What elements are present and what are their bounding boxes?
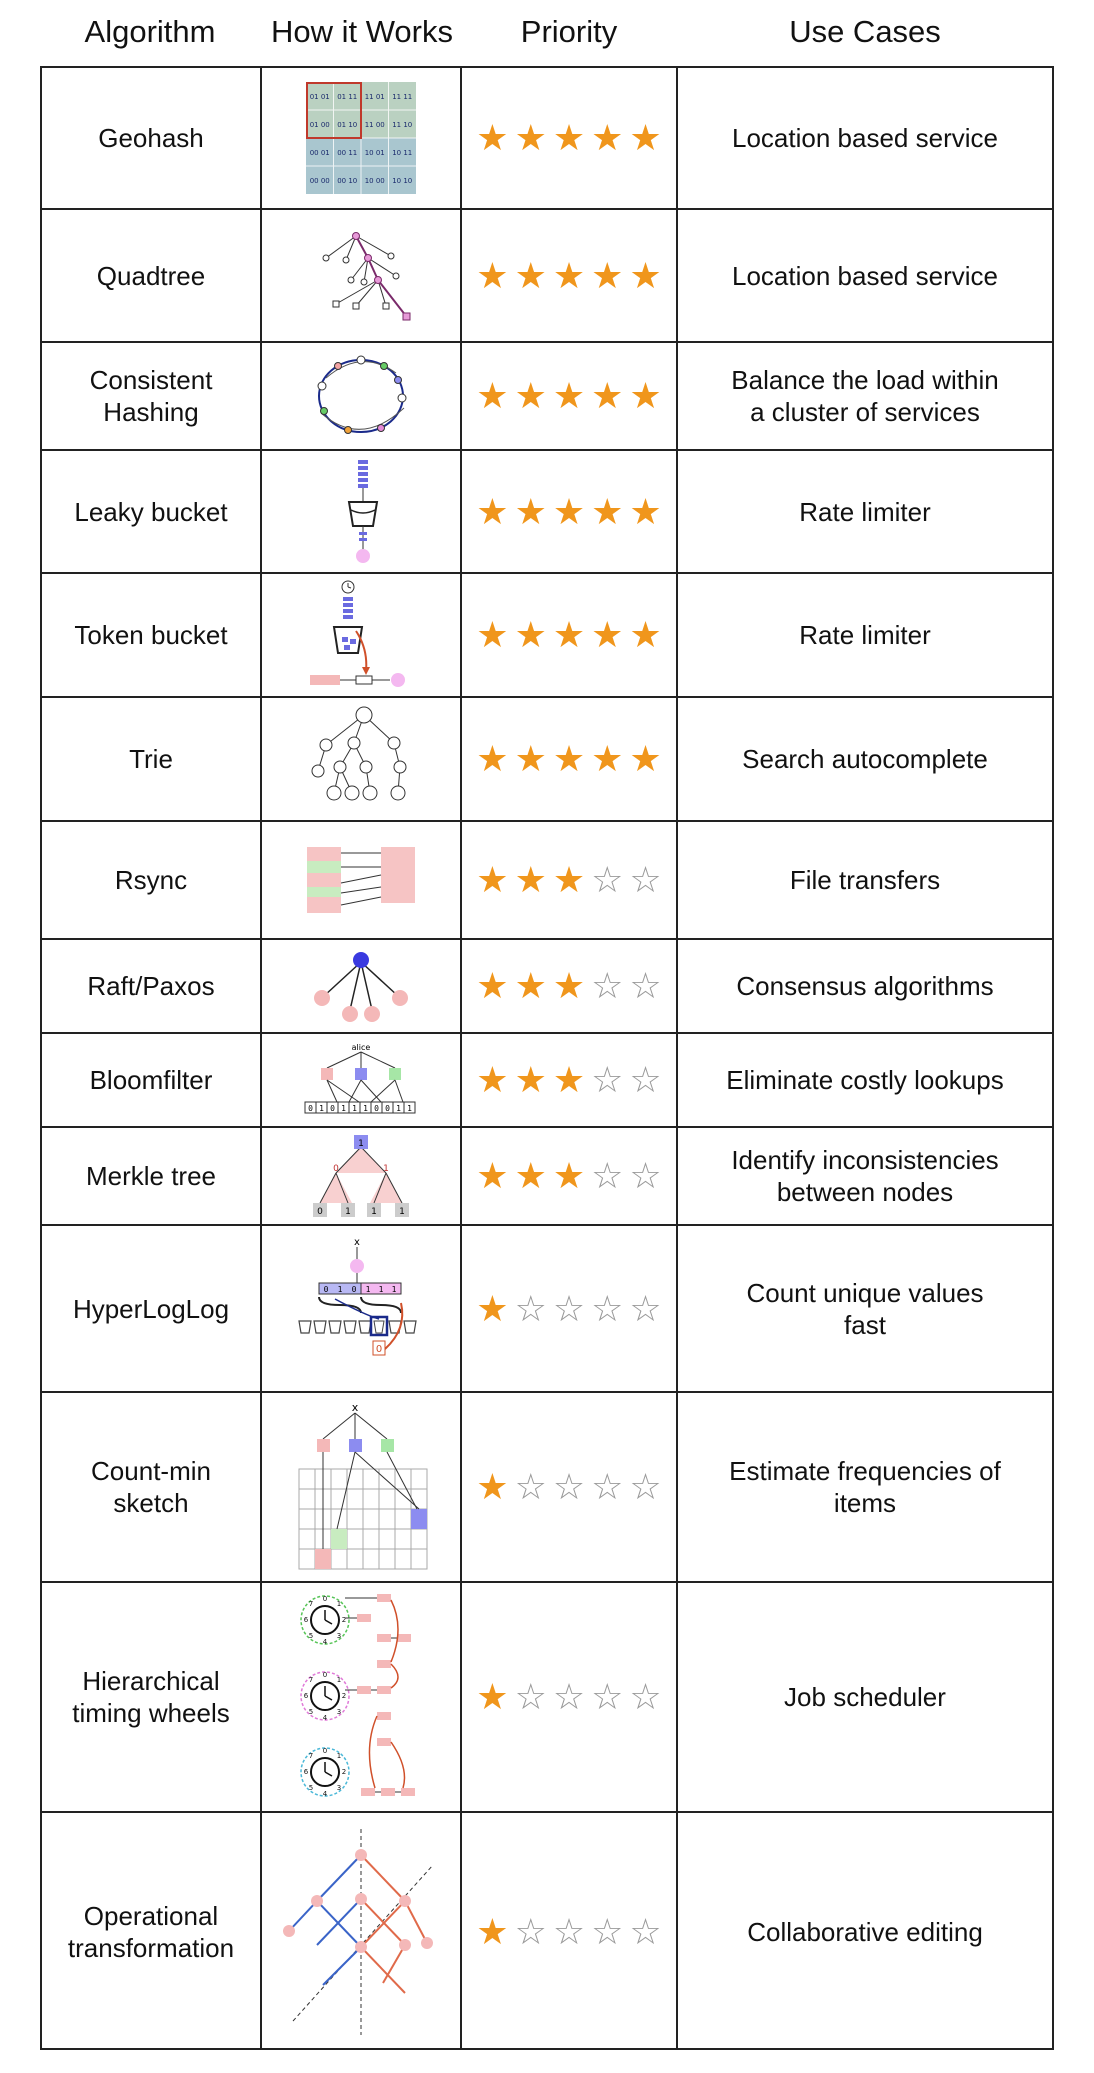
algorithm-name: Count-min sketch: [42, 1393, 262, 1581]
use-case: Estimate frequencies of items: [729, 1456, 1001, 1518]
svg-text:1: 1: [399, 1207, 405, 1217]
svg-text:0: 0: [308, 1104, 313, 1113]
priority-stars: [462, 68, 678, 208]
header-how-it-works: How it Works: [270, 14, 453, 49]
svg-text:11 00: 11 00: [364, 121, 385, 129]
svg-text:11 10: 11 10: [392, 121, 413, 129]
svg-text:7: 7: [308, 1600, 314, 1608]
star-empty-icon: ☆: [629, 1676, 662, 1717]
star-filled-icon: ★: [476, 738, 509, 779]
svg-text:4: 4: [322, 1790, 328, 1798]
star-filled-icon: ★: [591, 614, 624, 655]
star-empty-icon: ☆: [552, 1910, 586, 1952]
star-empty-icon: ☆: [591, 859, 624, 900]
table-row: [42, 940, 1052, 1034]
svg-text:01 00: 01 00: [309, 121, 330, 129]
svg-text:01 01: 01 01: [309, 93, 330, 101]
star-filled-icon: ★: [476, 490, 509, 532]
algorithm-name: Token bucket: [42, 574, 262, 696]
svg-text:1: 1: [363, 1104, 368, 1113]
table-row: [42, 698, 1052, 822]
star-empty-icon: ☆: [591, 1466, 624, 1507]
use-case: File transfers: [789, 865, 941, 895]
svg-text:2: 2: [341, 1616, 347, 1624]
priority-stars: [462, 343, 678, 449]
priority-stars: [462, 451, 678, 572]
svg-text:0: 0: [333, 1164, 339, 1174]
use-case: Count unique values fast: [746, 1277, 984, 1340]
table-header: [0, 0, 1094, 66]
bloomfilter-icon: [262, 1034, 462, 1126]
svg-text:3: 3: [336, 1632, 342, 1640]
svg-text:6: 6: [303, 1616, 309, 1624]
priority-stars: [462, 1034, 678, 1126]
table-row: [42, 68, 1052, 210]
count-min-sketch-icon: [262, 1393, 462, 1581]
star-empty-icon: ☆: [629, 1910, 662, 1952]
merkle-tree-icon: [262, 1128, 462, 1224]
star-filled-icon: ★: [629, 254, 662, 296]
star-filled-icon: ★: [514, 614, 547, 655]
star-filled-icon: ★: [552, 1059, 586, 1100]
priority-stars: [462, 698, 678, 820]
star-empty-icon: ☆: [552, 1287, 586, 1329]
star-filled-icon: ★: [514, 1155, 547, 1196]
priority-stars: [462, 940, 678, 1032]
svg-text:0: 0: [322, 1671, 328, 1679]
star-filled-icon: ★: [591, 375, 624, 416]
star-empty-icon: ☆: [591, 1910, 624, 1952]
star-filled-icon: ★: [476, 1287, 509, 1329]
table-row: [42, 574, 1052, 698]
star-filled-icon: ★: [591, 117, 624, 158]
algorithm-name: Quadtree: [42, 210, 262, 341]
star-filled-icon: ★: [514, 254, 547, 296]
star-filled-icon: ★: [552, 1155, 586, 1196]
star-filled-icon: ★: [476, 614, 509, 655]
svg-text:0: 0: [322, 1747, 328, 1755]
svg-text:00 11: 00 11: [337, 149, 358, 157]
algorithm-name: Trie: [42, 698, 262, 820]
star-filled-icon: ★: [514, 1059, 547, 1100]
svg-text:3: 3: [336, 1708, 342, 1716]
use-case: Balance the load within a cluster of services: [731, 365, 999, 427]
svg-text:0: 0: [375, 1343, 383, 1355]
use-case: Rate limiter: [799, 620, 931, 650]
svg-text:1: 1: [336, 1676, 342, 1684]
star-filled-icon: ★: [629, 614, 662, 655]
star-filled-icon: ★: [476, 375, 509, 416]
svg-text:4: 4: [322, 1638, 328, 1646]
operational-transform-icon: [262, 1813, 462, 2050]
svg-text:11 01: 11 01: [364, 93, 385, 101]
svg-text:10 01: 10 01: [364, 149, 385, 157]
use-case: Eliminate costly lookups: [726, 1065, 1004, 1095]
algorithm-name: Leaky bucket: [42, 451, 262, 572]
svg-text:5: 5: [308, 1632, 314, 1640]
star-filled-icon: ★: [552, 254, 586, 296]
star-filled-icon: ★: [629, 490, 662, 532]
star-empty-icon: ☆: [629, 1059, 662, 1100]
use-case: Collaborative editing: [747, 1916, 983, 1947]
star-filled-icon: ★: [591, 490, 624, 532]
svg-text:0: 0: [317, 1207, 323, 1217]
star-empty-icon: ☆: [629, 1287, 662, 1329]
use-case: Location based service: [732, 260, 998, 291]
star-empty-icon: ☆: [629, 965, 662, 1006]
svg-text:1: 1: [345, 1207, 351, 1217]
algorithm-name: Bloomfilter: [42, 1034, 262, 1126]
star-filled-icon: ★: [476, 965, 509, 1006]
star-empty-icon: ☆: [514, 1676, 547, 1717]
svg-text:x: x: [351, 1401, 359, 1414]
svg-text:1: 1: [371, 1207, 377, 1217]
algorithm-name: Hierarchical timing wheels: [42, 1583, 262, 1811]
star-filled-icon: ★: [552, 859, 586, 900]
star-empty-icon: ☆: [591, 965, 624, 1006]
hyperloglog-icon: [262, 1226, 462, 1391]
algorithms-table: [40, 66, 1054, 2050]
star-filled-icon: ★: [591, 738, 624, 779]
star-filled-icon: ★: [514, 859, 547, 900]
star-empty-icon: ☆: [591, 1155, 624, 1196]
star-empty-icon: ☆: [591, 1676, 624, 1717]
svg-text:1: 1: [352, 1104, 357, 1113]
header-priority: Priority: [520, 14, 618, 49]
table-row: [42, 1034, 1052, 1128]
star-empty-icon: ☆: [514, 1466, 547, 1507]
algorithm-name: Operational transformation: [42, 1813, 262, 2050]
svg-text:00 10: 00 10: [337, 177, 358, 185]
svg-text:0: 0: [374, 1104, 379, 1113]
priority-stars: [462, 210, 678, 341]
star-filled-icon: ★: [476, 1059, 509, 1100]
star-filled-icon: ★: [629, 738, 662, 779]
svg-text:5: 5: [308, 1708, 314, 1716]
svg-text:01 10: 01 10: [337, 121, 358, 129]
svg-text:1: 1: [336, 1752, 342, 1760]
star-empty-icon: ☆: [629, 859, 662, 900]
star-filled-icon: ★: [514, 965, 547, 1006]
star-filled-icon: ★: [476, 859, 509, 900]
star-empty-icon: ☆: [552, 1676, 586, 1717]
star-filled-icon: ★: [476, 1466, 509, 1507]
svg-text:5: 5: [308, 1784, 314, 1792]
algorithm-name: Raft/Paxos: [42, 940, 262, 1032]
star-filled-icon: ★: [514, 490, 547, 532]
svg-text:6: 6: [303, 1692, 309, 1700]
star-filled-icon: ★: [514, 738, 547, 779]
leaky-bucket-icon: [262, 451, 462, 572]
use-case: Identify inconsistencies between nodes: [731, 1145, 999, 1207]
svg-text:0: 0: [330, 1104, 335, 1113]
use-case: Search autocomplete: [742, 744, 988, 774]
svg-text:1: 1: [396, 1104, 401, 1113]
star-filled-icon: ★: [552, 614, 586, 655]
svg-text:1: 1: [337, 1284, 343, 1294]
algorithm-name: Consistent Hashing: [42, 343, 262, 449]
svg-text:7: 7: [308, 1752, 314, 1760]
star-filled-icon: ★: [629, 375, 662, 416]
priority-stars: [462, 1393, 678, 1581]
priority-stars: [462, 822, 678, 938]
use-case: Location based service: [732, 123, 998, 153]
algorithm-name: Geohash: [42, 68, 262, 208]
star-filled-icon: ★: [552, 738, 586, 779]
svg-text:00 00: 00 00: [309, 177, 330, 185]
svg-text:1: 1: [358, 1139, 364, 1149]
star-filled-icon: ★: [552, 965, 586, 1006]
star-filled-icon: ★: [514, 375, 547, 416]
svg-text:1: 1: [319, 1104, 324, 1113]
table-row: [42, 1128, 1052, 1226]
star-filled-icon: ★: [476, 1676, 509, 1717]
star-empty-icon: ☆: [591, 1059, 624, 1100]
svg-text:11 11: 11 11: [392, 93, 413, 101]
star-empty-icon: ☆: [629, 1155, 662, 1196]
star-filled-icon: ★: [476, 1155, 509, 1196]
svg-text:1: 1: [341, 1104, 346, 1113]
star-filled-icon: ★: [552, 117, 586, 158]
star-empty-icon: ☆: [514, 1910, 547, 1952]
rsync-icon: [262, 822, 462, 938]
table-row: [42, 210, 1052, 343]
timing-wheels-icon: [262, 1583, 462, 1811]
use-case: Job scheduler: [784, 1682, 946, 1712]
table-row: [42, 451, 1052, 574]
svg-text:alice: alice: [351, 1043, 371, 1052]
table-row: [42, 343, 1052, 451]
star-filled-icon: ★: [552, 490, 586, 532]
priority-stars: [462, 574, 678, 696]
token-bucket-icon: [262, 574, 462, 696]
priority-stars: [462, 1226, 678, 1391]
header-algorithm: Algorithm: [84, 14, 216, 49]
svg-text:6: 6: [303, 1768, 309, 1776]
svg-text:1: 1: [383, 1164, 389, 1174]
star-empty-icon: ☆: [591, 1287, 624, 1329]
star-filled-icon: ★: [629, 117, 662, 158]
star-filled-icon: ★: [552, 375, 586, 416]
svg-text:01 11: 01 11: [337, 93, 358, 101]
priority-stars: [462, 1128, 678, 1224]
algorithm-name: HyperLogLog: [42, 1226, 262, 1391]
header-use-cases: Use Cases: [789, 14, 941, 49]
use-case: Rate limiter: [799, 496, 931, 527]
star-empty-icon: ☆: [629, 1466, 662, 1507]
svg-text:x: x: [354, 1236, 360, 1248]
svg-text:1: 1: [378, 1284, 384, 1294]
svg-text:2: 2: [341, 1692, 347, 1700]
star-filled-icon: ★: [476, 117, 509, 158]
star-filled-icon: ★: [514, 117, 547, 158]
priority-stars: [462, 1813, 678, 2050]
star-filled-icon: ★: [591, 254, 624, 296]
svg-text:4: 4: [322, 1714, 328, 1722]
algorithm-name: Merkle tree: [42, 1128, 262, 1224]
table-row: [42, 1813, 1052, 2050]
consensus-icon: [262, 940, 462, 1032]
svg-text:1: 1: [407, 1104, 412, 1113]
svg-text:0: 0: [351, 1284, 357, 1294]
star-filled-icon: ★: [476, 254, 509, 296]
star-empty-icon: ☆: [552, 1466, 586, 1507]
quadtree-icon: [262, 210, 462, 341]
svg-text:2: 2: [341, 1768, 347, 1776]
svg-text:10 00: 10 00: [364, 177, 385, 185]
trie-icon: [262, 698, 462, 820]
star-empty-icon: ☆: [514, 1287, 547, 1329]
star-filled-icon: ★: [476, 1910, 509, 1952]
svg-text:0: 0: [385, 1104, 390, 1113]
svg-text:10 11: 10 11: [392, 149, 413, 157]
svg-text:7: 7: [308, 1676, 314, 1684]
svg-text:0: 0: [322, 1595, 328, 1603]
table-row: [42, 1393, 1052, 1583]
table-row: [42, 1583, 1052, 1813]
svg-text:1: 1: [336, 1600, 342, 1608]
table-row: [42, 822, 1052, 940]
hash-ring-icon: [262, 343, 462, 449]
svg-text:1: 1: [365, 1284, 371, 1294]
use-case: Consensus algorithms: [736, 971, 994, 1001]
svg-text:1: 1: [391, 1284, 397, 1294]
algorithm-name: Rsync: [42, 822, 262, 938]
svg-text:10 10: 10 10: [392, 177, 413, 185]
geohash-grid-icon: [262, 68, 462, 208]
table-row: [42, 1226, 1052, 1393]
svg-text:00 01: 00 01: [309, 149, 330, 157]
svg-text:3: 3: [336, 1784, 342, 1792]
priority-stars: [462, 1583, 678, 1811]
svg-text:0: 0: [323, 1284, 329, 1294]
